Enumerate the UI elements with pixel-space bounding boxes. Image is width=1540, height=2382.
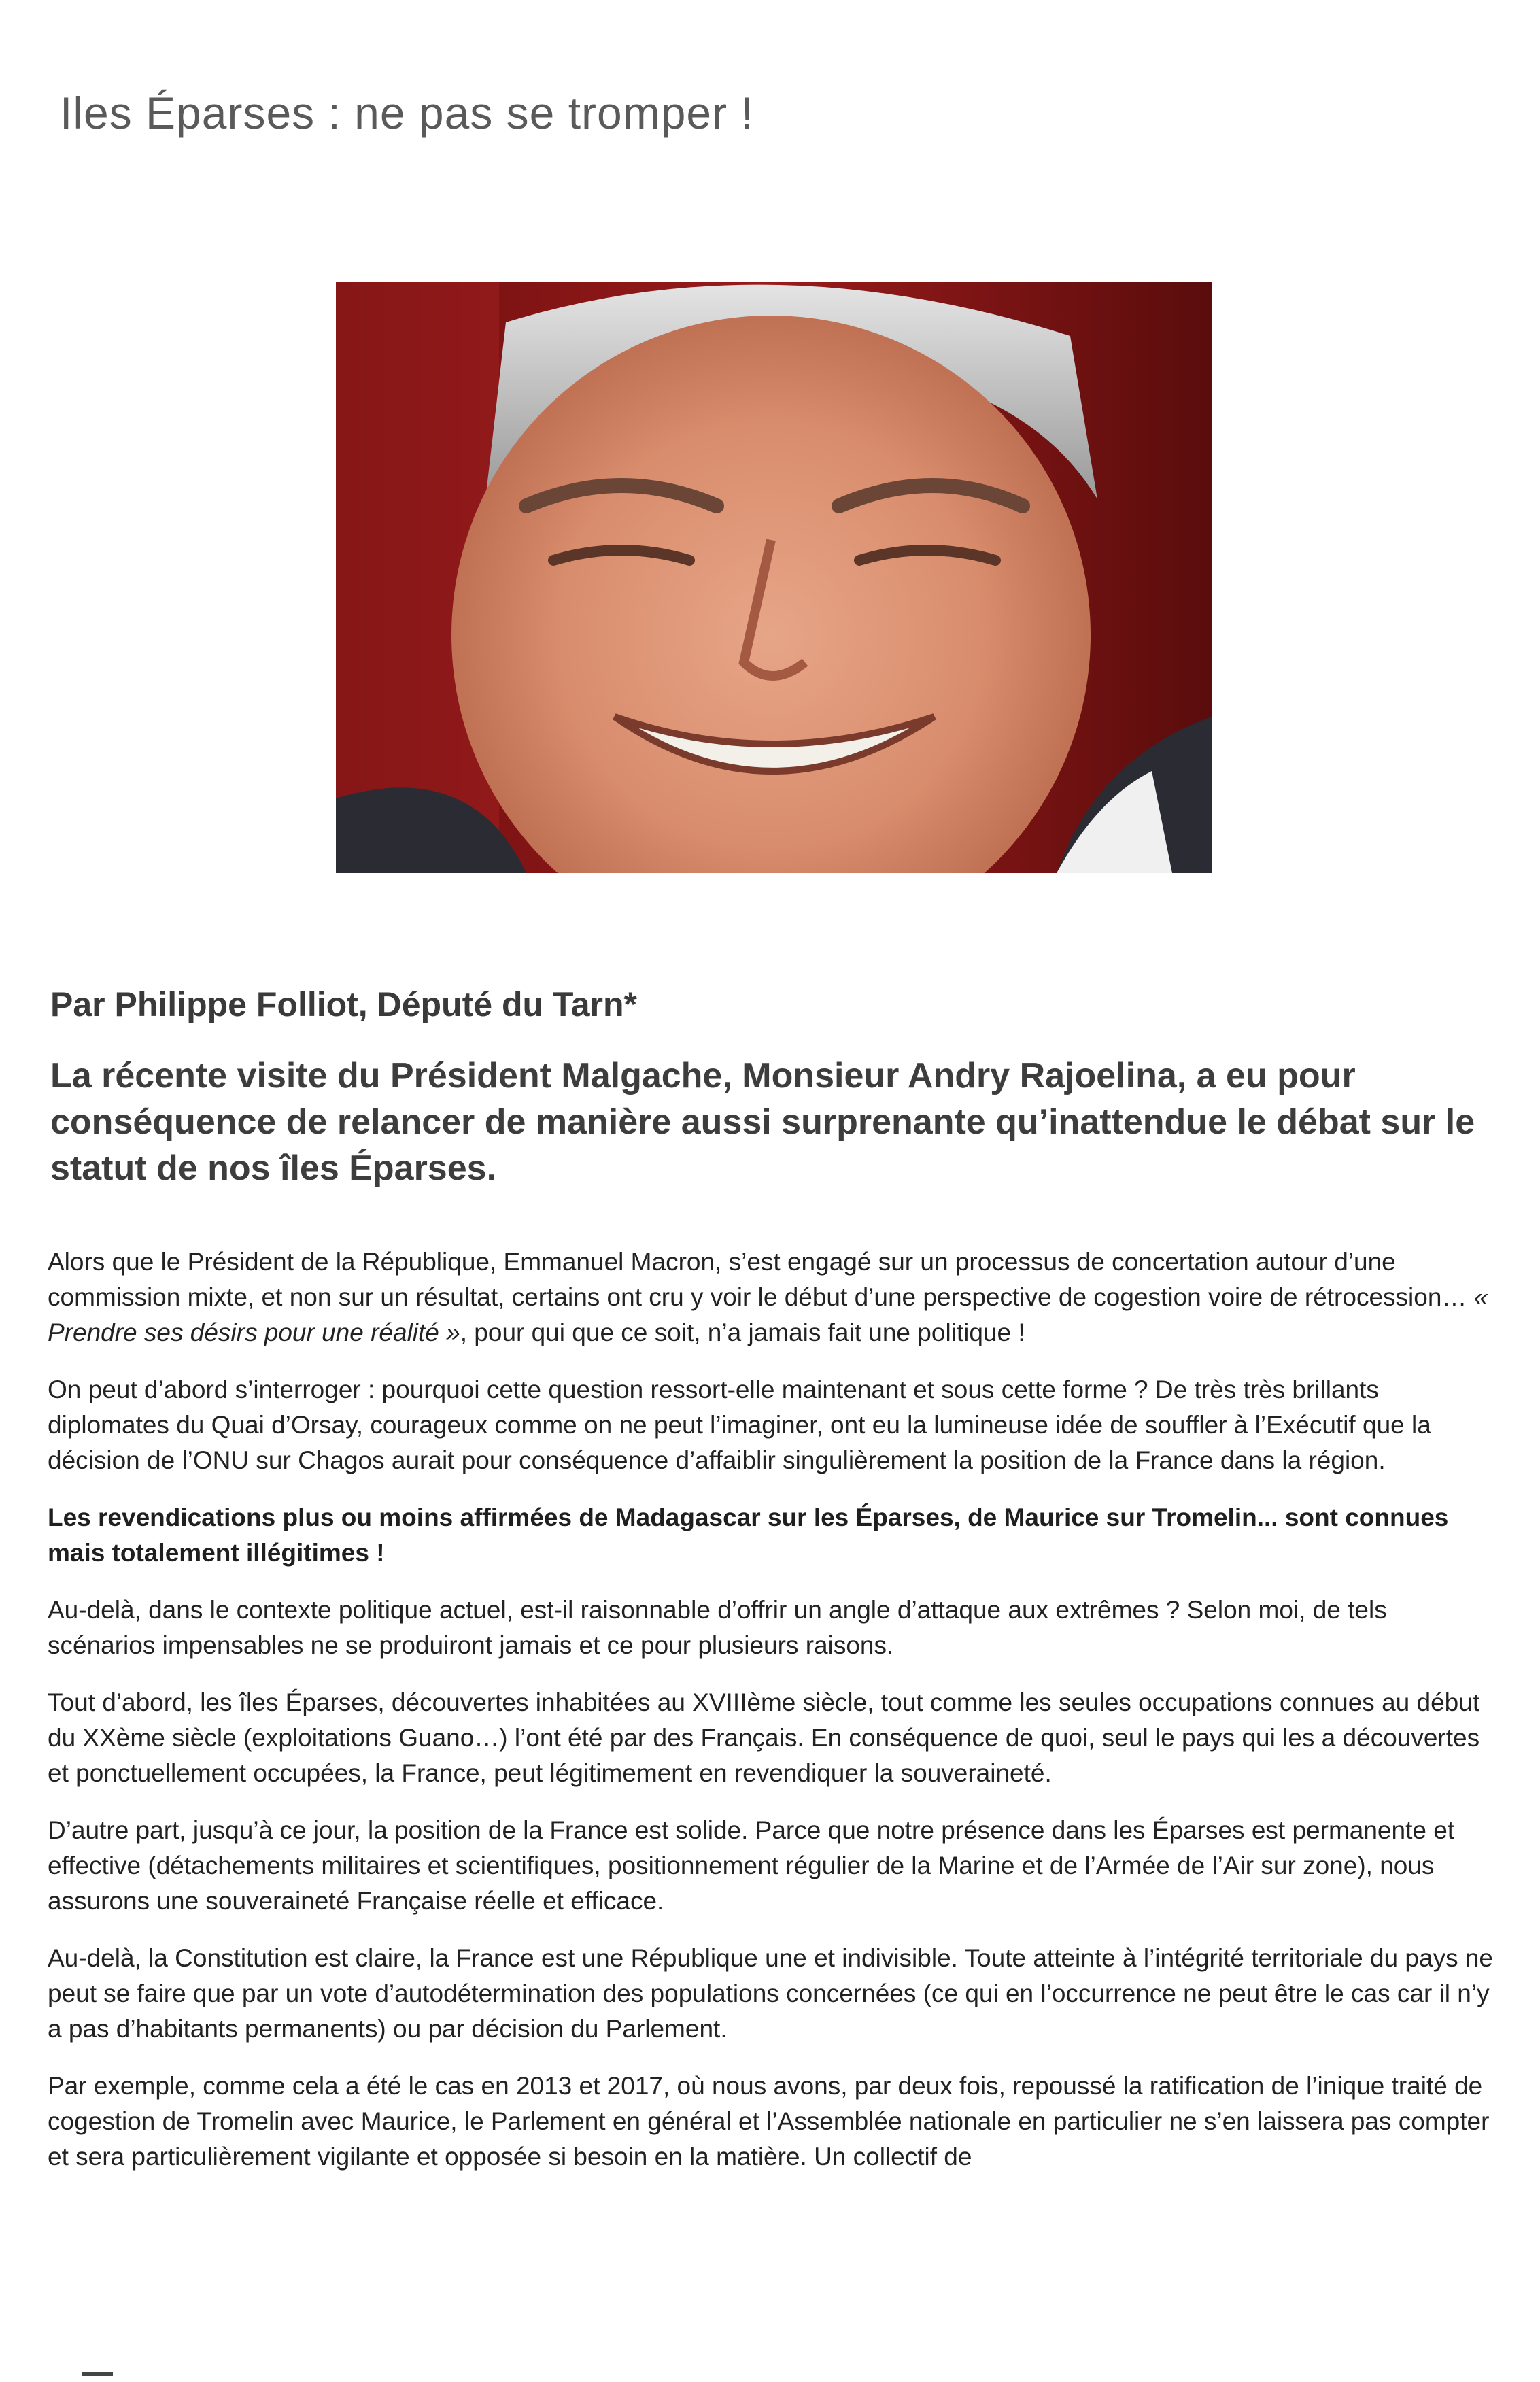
body-paragraph-4: Au-delà, dans le contexte politique actuel, est-il raisonnable d’offrir un angle d’attaque aux extrêmes ? Selon moi, de tels scénarios impensables ne se produiront jamais et ce pour plusieurs raisons. — [48, 1596, 1387, 1659]
paragraph-text: , pour qui que ce soit, n’a jamais fait une politique ! — [460, 1318, 1025, 1346]
body-paragraph-5: Tout d’abord, les îles Éparses, découvertes inhabitées au XVIIIème siècle, tout comme les seules occupations connues au début du XXème siècle (exploitations Guano…) l’ont été par des Français. En conséquence de quoi, seul le pays qui les a découvertes et ponctuellement occupées, la France, peut légitimement en revendiquer la souveraineté. — [48, 1688, 1480, 1787]
body-paragraph-1 — [48, 1244, 1496, 1350]
body-paragraph-7: Au-delà, la Constitution est claire, la France est une République une et indivisible. Toute atteinte à l’intégrité territoriale du pays ne peut se faire que par un vote d’autodétermination des populations concernées (ce qui en l’occurrence ne peut être le cas car il n’y a pas d’habitants permanents) ou par décision du Parlement. — [48, 1944, 1494, 2043]
portrait-illustration — [336, 282, 1212, 873]
italic-quote: « Prendre ses désirs pour une réalité » — [48, 1283, 1488, 1346]
article-body — [48, 1244, 1496, 2196]
author-portrait-photo — [336, 282, 1212, 873]
page-edge-mark — [82, 2372, 113, 2376]
paragraph-text: Alors que le Président de la République, Emmanuel Macron, s’est engagé sur un processus de concertation autour d’une commission mixte, et non sur un résultat, certains ont cru y voir le début d’une perspective de cogestion voire de rétrocession… — [48, 1248, 1474, 1311]
author-byline: Par Philippe Folliot, Député du Tarn* — [50, 985, 638, 1023]
body-paragraph-6: D’autre part, jusqu’à ce jour, la position de la France est solide. Parce que notre présence dans les Éparses est permanente et effective (détachements militaires et scientifiques, positionnement régulier de la Marine et de l’Armée de l’Air sur zone), nous assurons une souveraineté Française réelle et efficace. — [48, 1816, 1455, 1915]
article-title: Iles Éparses : ne pas se tromper ! — [60, 88, 754, 138]
body-paragraph-2: On peut d’abord s’interroger : pourquoi cette question ressort-elle maintenant et sous cette forme ? De très très brillants diplomates du Quai d’Orsay, courageux comme on ne peut l’imaginer, ont eu la lumineuse idée de souffler à l’Exécutif que la décision de l’ONU sur Chagos aurait pour conséquence d’affaiblir singulièrement la position de la France dans la région. — [48, 1376, 1431, 1474]
body-paragraph-3-bold: Les revendications plus ou moins affirmées de Madagascar sur les Éparses, de Maurice sur Tromelin... sont connues mais totalement illégitimes ! — [48, 1503, 1449, 1567]
lead-paragraph: La récente visite du Président Malgache, Monsieur Andry Rajoelina, a eu pour conséquence de relancer de manière aussi surprenante qu’inattendue le débat sur le statut de nos îles Éparses. — [50, 1056, 1475, 1188]
body-paragraph-8: Par exemple, comme cela a été le cas en 2013 et 2017, où nous avons, par deux fois, repoussé la ratification de l’inique traité de cogestion de Tromelin avec Maurice, le Parlement en général et l’Assemblée nationale en particulier ne s’en laissera pas compter et sera particulièrement vigilante et opposée si besoin en la matière. Un collectif de — [48, 2072, 1490, 2171]
